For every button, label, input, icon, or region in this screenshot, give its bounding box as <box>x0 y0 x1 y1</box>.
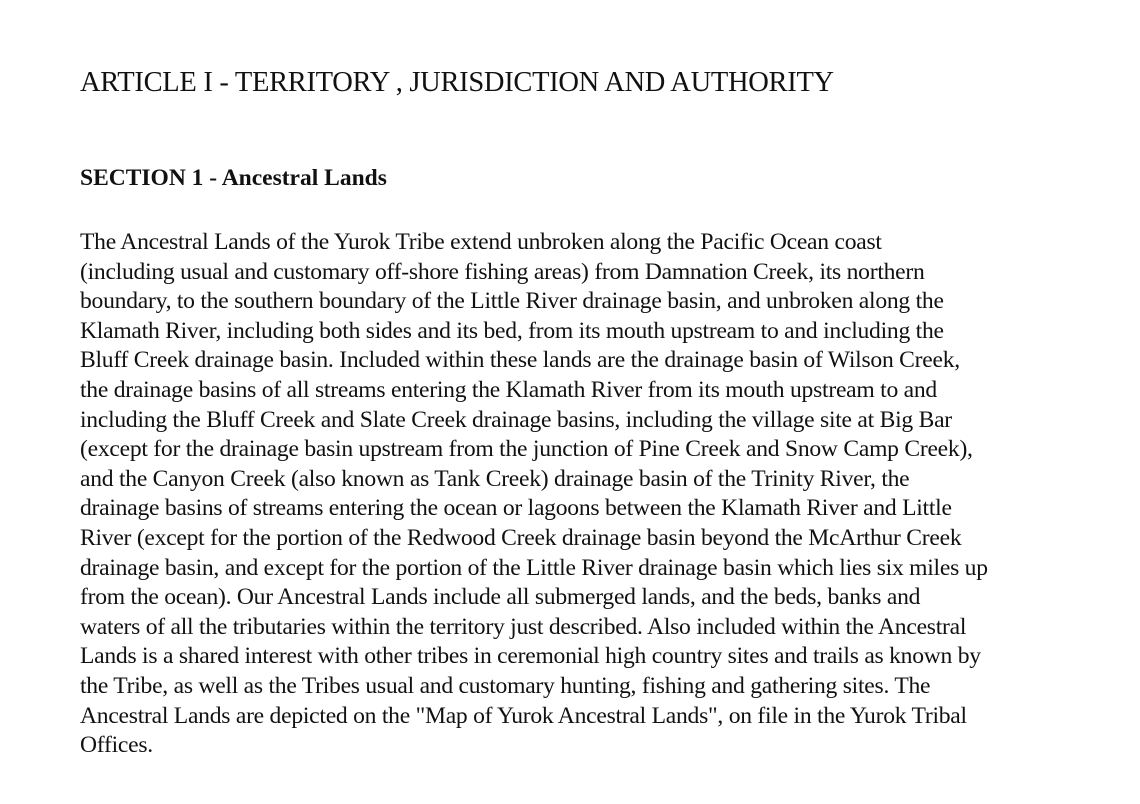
paragraph-line: including the Bluff Creek and Slate Creek drainage basins, including the village site at Big Bar <box>80 406 952 433</box>
body-paragraph <box>80 228 988 761</box>
paragraph-line: Offices. <box>80 732 153 759</box>
paragraph-line: from the ocean). Our Ancestral Lands include all submerged lands, and the beds, banks and <box>80 584 921 611</box>
paragraph-line: (except for the drainage basin upstream from the junction of Pine Creek and Snow Camp Creek), <box>80 436 973 463</box>
paragraph-line: River (except for the portion of the Redwood Creek drainage basin beyond the McArthur Creek <box>80 524 962 551</box>
paragraph-line: boundary, to the southern boundary of the Little River drainage basin, and unbroken along the <box>80 288 944 315</box>
section-heading: SECTION 1 - Ancestral Lands <box>80 165 387 191</box>
paragraph-line: waters of all the tributaries within the territory just described. Also included within the Ancestral <box>80 613 967 640</box>
paragraph-line: Lands is a shared interest with other tribes in ceremonial high country sites and trails as known by <box>80 643 981 670</box>
paragraph-line: Ancestral Lands are depicted on the "Map of Yurok Ancestral Lands", on file in the Yurok Tribal <box>80 702 967 729</box>
paragraph-line: Bluff Creek drainage basin. Included within these lands are the drainage basin of Wilson Creek, <box>80 347 960 374</box>
paragraph-line: the drainage basins of all streams entering the Klamath River from its mouth upstream to and <box>80 376 937 403</box>
paragraph-line: the Tribe, as well as the Tribes usual and customary hunting, fishing and gathering sites. The <box>80 672 931 699</box>
paragraph-line: (including usual and customary off-shore fishing areas) from Damnation Creek, its northern <box>80 258 925 285</box>
article-heading: ARTICLE I - TERRITORY , JURISDICTION AND AUTHORITY <box>80 67 834 98</box>
paragraph-line: drainage basin, and except for the portion of the Little River drainage basin which lies six miles up <box>80 554 988 581</box>
paragraph-line: and the Canyon Creek (also known as Tank Creek) drainage basin of the Trinity River, the <box>80 465 910 492</box>
paragraph-line: drainage basins of streams entering the ocean or lagoons between the Klamath River and Little <box>80 495 952 522</box>
paragraph-line: Klamath River, including both sides and its bed, from its mouth upstream to and including the <box>80 317 944 344</box>
paragraph-line: The Ancestral Lands of the Yurok Tribe extend unbroken along the Pacific Ocean coast <box>80 229 882 255</box>
